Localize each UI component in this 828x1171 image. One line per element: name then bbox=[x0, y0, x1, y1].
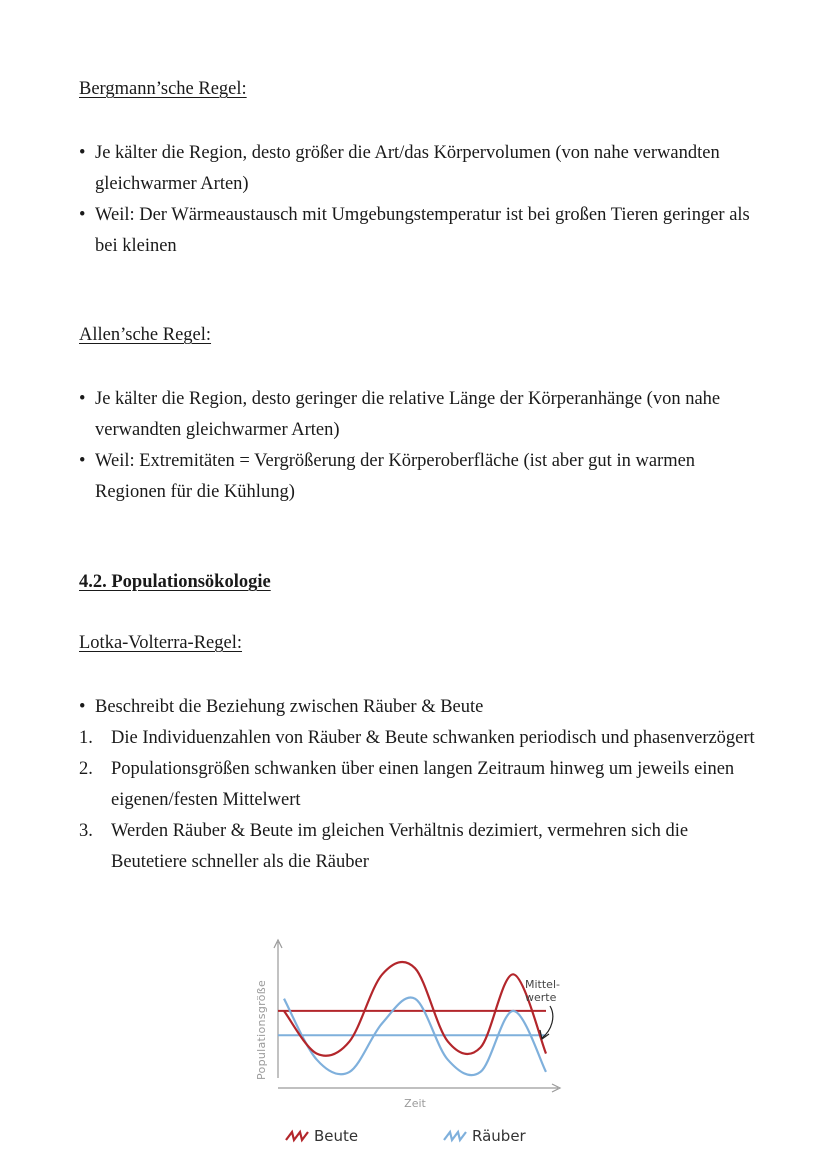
series-line-beute bbox=[284, 962, 546, 1056]
annotation-line-2: werte bbox=[525, 991, 557, 1004]
list-item: • Je kälter die Region, desto geringer die relative Länge der Körperanhänge (von nahe verwandten gleichwarmer Arten) bbox=[79, 384, 759, 446]
predator-prey-chart bbox=[240, 930, 600, 1155]
list-number: 2. bbox=[79, 759, 93, 779]
list-number: 1. bbox=[79, 728, 93, 748]
predator-prey-figure bbox=[240, 930, 600, 1155]
list-item: • Beschreibt die Beziehung zwischen Räuber & Beute bbox=[79, 692, 759, 723]
x-axis-label: Zeit bbox=[404, 1097, 426, 1110]
bergmann-list bbox=[79, 138, 759, 262]
legend-beute bbox=[286, 1127, 358, 1145]
lotka-bullet-list bbox=[79, 692, 759, 723]
y-axis-label: Populationsgröße bbox=[255, 979, 268, 1080]
heading-allen: Allen’sche Regel: bbox=[79, 325, 212, 345]
list-item bbox=[79, 754, 759, 816]
annotation-mittelwerte bbox=[525, 978, 563, 1004]
list-item bbox=[79, 723, 759, 754]
legend-swatch-beute bbox=[286, 1132, 308, 1140]
list-number: 3. bbox=[79, 821, 93, 841]
list-item: • Weil: Extremitäten = Vergrößerung der Körperoberfläche (ist aber gut in warmen Regionen für die Kühlung) bbox=[79, 446, 759, 508]
heading-bergmann: Bergmann’sche Regel: bbox=[79, 79, 247, 99]
legend-raeuber bbox=[444, 1127, 527, 1145]
annotation-line-1: Mittel- bbox=[525, 978, 560, 991]
legend-swatch-raeuber bbox=[444, 1132, 466, 1140]
allen-list bbox=[79, 384, 759, 508]
heading-populationsoekologie: 4.2. Populationsökologie bbox=[79, 572, 271, 592]
list-item: • Je kälter die Region, desto größer die Art/das Körpervolumen (von nahe verwandten gleichwarmer Arten) bbox=[79, 138, 759, 200]
legend-label-beute: Beute bbox=[314, 1127, 359, 1145]
list-item: • Weil: Der Wärmeaustausch mit Umgebungstemperatur ist bei großen Tieren geringer als bei kleinen bbox=[79, 200, 759, 262]
legend-label-raeuber: Räuber bbox=[472, 1127, 526, 1145]
series-line-raeuber bbox=[284, 997, 546, 1075]
list-text: Werden Räuber & Beute im gleichen Verhältnis dezimiert, vermehren sich die Beutetiere schneller als die Räuber bbox=[111, 821, 689, 872]
list-text: Populationsgrößen schwanken über einen langen Zeitraum hinweg um jeweils einen eigenen/festen Mittelwert bbox=[111, 759, 735, 810]
heading-lotka-volterra: Lotka-Volterra-Regel: bbox=[79, 633, 243, 653]
list-text: Die Individuenzahlen von Räuber & Beute schwanken periodisch und phasenverzögert bbox=[111, 728, 755, 748]
lotka-numbered-list bbox=[79, 723, 759, 878]
list-item bbox=[79, 816, 759, 878]
